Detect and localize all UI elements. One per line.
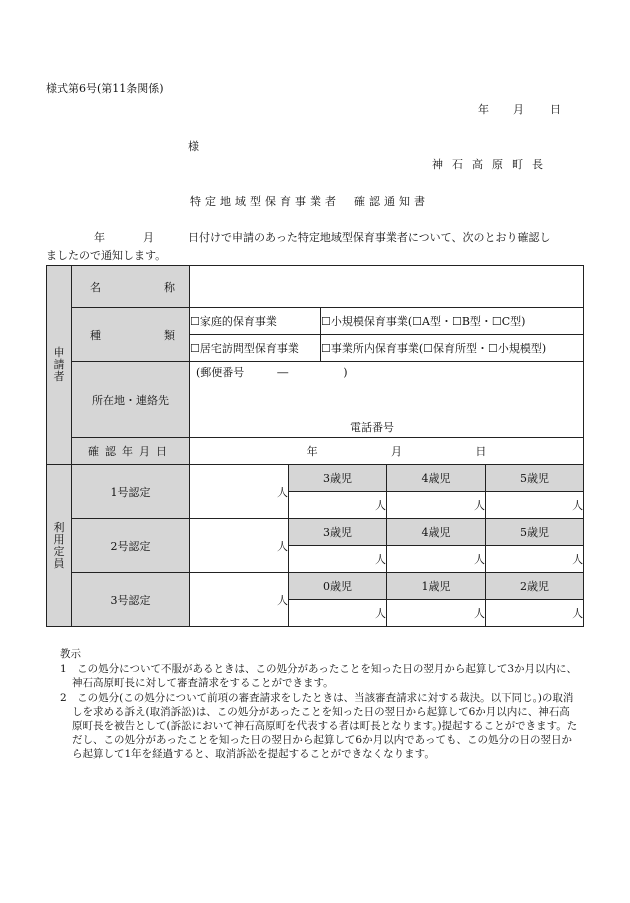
cert1-value-b[interactable]: 人 (387, 492, 486, 519)
cert2-age-a: 3歳児 (289, 519, 387, 546)
cert1-total[interactable]: 人 (190, 465, 289, 519)
instructions-heading: 教示 (60, 648, 81, 660)
header-date-day: 日 (550, 103, 561, 116)
location-field[interactable] (190, 362, 584, 438)
instructions-section (60, 647, 580, 761)
cert3-total[interactable]: 人 (190, 573, 289, 627)
cert3-value-a[interactable]: 人 (289, 600, 387, 627)
type-label: 種 類 (72, 308, 190, 362)
cert1-age-b: 4歳児 (387, 465, 486, 492)
cert3-age-c: 2歳児 (486, 573, 584, 600)
cert2-label: 2号認定 (72, 519, 190, 573)
cert2-age-c: 5歳児 (486, 519, 584, 546)
confirm-date-label: 確認年月日 (72, 438, 190, 465)
cert3-value-c[interactable]: 人 (486, 600, 584, 627)
intro-line2: ましたので通知します。 (46, 249, 167, 262)
cert1-age-a: 3歳児 (289, 465, 387, 492)
name-field[interactable] (190, 266, 584, 308)
cert2-age-b: 4歳児 (387, 519, 486, 546)
type-option-small-scale[interactable]: ☐小規模保育事業(☐A型・☐B型・☐C型) (321, 308, 584, 335)
cert1-label: 1号認定 (72, 465, 190, 519)
capacity-group-label: 利 用 定 員 (47, 465, 72, 627)
cert3-label: 3号認定 (72, 573, 190, 627)
cert3-age-b: 1歳児 (387, 573, 486, 600)
instructions-item-2: 2 この処分(この処分について前項の審査請求をしたときは、当該審査請求に対する裁決。以下同じ。)の取消しを求める訴え(取消訴訟)は、この処分があったことを知った日の翌日から起算して6か月以内に、神石高原町長を被告として(訴訟において神石高原町を代表する者は町長となります。)提起することができます。ただし、この処分があったことを知った日の翌日から起算して6か月以内であっても、この処分の日の翌日から起算して1年を経過すると、取消訴訟を提起することができなくなります。 (60, 692, 578, 760)
header-date-month: 月 (513, 103, 524, 116)
confirm-month: 月 (391, 445, 403, 458)
confirm-year: 年 (306, 445, 318, 458)
cert1-age-c: 5歳児 (486, 465, 584, 492)
phone-label: 電話番号 (350, 421, 394, 434)
cert2-total[interactable]: 人 (190, 519, 289, 573)
header-date-year: 年 (478, 103, 489, 116)
confirm-date-field[interactable] (190, 438, 584, 465)
form-number: 様式第6号(第11条関係) (46, 82, 164, 95)
title-part2: 確認通知書 (354, 195, 429, 208)
addressee-suffix: 様 (188, 140, 199, 153)
issuer: 神石高原町長 (432, 158, 552, 171)
type-option-family-care[interactable]: ☐家庭的保育事業 (190, 308, 321, 335)
instructions-item-1: 1 この処分について不服があるときは、この処分があったことを知った日の翌月から起算して3か月以内に、神石高原町長に対して審査請求をすることができます。 (60, 663, 578, 689)
confirmation-table (46, 265, 584, 627)
type-option-workplace[interactable]: ☐事業所内保育事業(☐保育所型・☐小規模型) (321, 335, 584, 362)
applicant-group-label: 申 請 者 (47, 266, 72, 465)
confirm-day: 日 (475, 445, 487, 458)
title-part1: 特定地域型保育事業者 (190, 195, 340, 208)
cert3-value-b[interactable]: 人 (387, 600, 486, 627)
cert1-value-c[interactable]: 人 (486, 492, 584, 519)
intro-line1: 日付けで申請のあった特定地域型保育事業者について、次のとおり確認し (188, 231, 551, 244)
location-label: 所在地・連絡先 (72, 362, 190, 438)
cert2-value-c[interactable]: 人 (486, 546, 584, 573)
cert3-age-a: 0歳児 (289, 573, 387, 600)
cert2-value-a[interactable]: 人 (289, 546, 387, 573)
name-label: 名 称 (72, 266, 190, 308)
intro-year: 年 (94, 231, 105, 244)
type-option-home-visit[interactable]: ☐居宅訪問型保育事業 (190, 335, 321, 362)
postal-code-label: (郵便番号 ― ) (196, 366, 348, 379)
document-title (190, 193, 429, 209)
cert2-value-b[interactable]: 人 (387, 546, 486, 573)
intro-month: 月 (143, 231, 154, 244)
cert1-value-a[interactable]: 人 (289, 492, 387, 519)
